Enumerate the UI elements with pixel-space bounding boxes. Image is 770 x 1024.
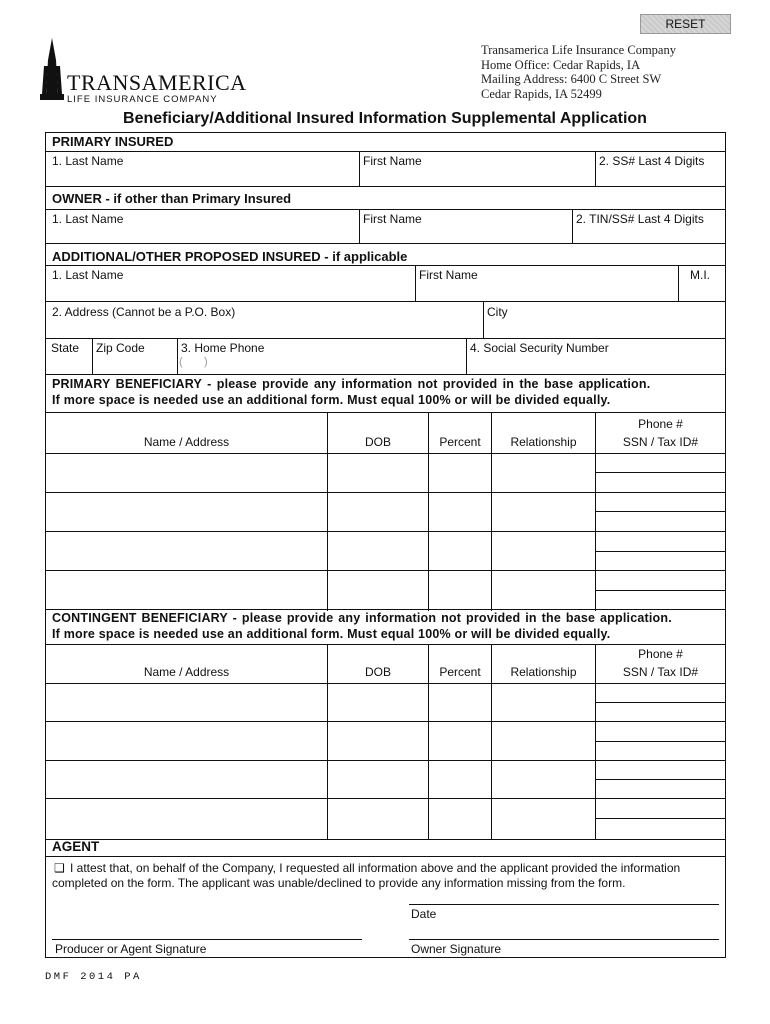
owner-heading: OWNER - if other than Primary Insured [52, 191, 292, 206]
primary-insured-heading: PRIMARY INSURED [52, 134, 174, 149]
company-line: Transamerica Life Insurance Company [481, 43, 676, 57]
additional-insured-heading: ADDITIONAL/OTHER PROPOSED INSURED - if applicable [52, 249, 408, 264]
producer-signature-label: Producer or Agent Signature [55, 942, 207, 956]
contingent-ssn-header: SSN / Tax ID# [622, 665, 699, 679]
attest-text-line2: completed on the form. The applicant was unable/declined to provide any information missing from the form. [52, 876, 626, 890]
primary-last-name-label: 1. Last Name [52, 154, 124, 168]
primary-relationship-header: Relationship [510, 435, 577, 449]
additional-mi-label: M.I. [690, 268, 710, 282]
primary-beneficiary-heading: PRIMARY BENEFICIARY - please provide any information not provided in the base application. [52, 377, 651, 391]
additional-address-label: 2. Address (Cannot be a P.O. Box) [52, 305, 236, 319]
logo-subtitle: LIFE INSURANCE COMPANY [67, 94, 218, 105]
application-form [45, 132, 726, 958]
additional-city-label: City [487, 305, 508, 319]
table-row[interactable] [46, 799, 327, 839]
table-row[interactable] [46, 761, 327, 798]
owner-tin-label: 2. TIN/SS# Last 4 Digits [576, 212, 704, 226]
additional-last-name-label: 1. Last Name [52, 268, 124, 282]
table-row[interactable] [46, 493, 327, 531]
contingent-dob-header: DOB [364, 665, 391, 679]
additional-first-name-label: First Name [419, 268, 478, 282]
owner-signature-field[interactable] [409, 913, 719, 939]
reset-button[interactable]: RESET [640, 14, 731, 34]
company-line: Cedar Rapids, IA 52499 [481, 86, 602, 101]
agent-heading: AGENT [52, 839, 100, 854]
table-row[interactable] [46, 454, 327, 492]
owner-first-name-label: First Name [363, 212, 422, 226]
primary-phone-header: Phone # [638, 417, 683, 431]
owner-signature-label: Owner Signature [411, 942, 502, 956]
primary-beneficiary-note: If more space is needed use an additional form. Must equal 100% or will be divided equally. [52, 393, 611, 407]
form-title: Beneficiary/Additional Insured Information Supplemental Application [123, 110, 647, 127]
primary-ssn-header: SSN / Tax ID# [622, 435, 699, 449]
additional-city-field[interactable] [484, 301, 725, 338]
primary-ss-label: 2. SS# Last 4 Digits [599, 154, 705, 168]
additional-home-phone-label: 3. Home Phone [181, 341, 265, 355]
additional-ssn-label: 4. Social Security Number [470, 341, 609, 355]
contingent-beneficiary-heading: CONTINGENT BENEFICIARY - please provide any information not provided in the base application. [52, 611, 672, 625]
primary-dob-header: DOB [364, 435, 391, 449]
table-row[interactable] [46, 722, 327, 760]
logo-wordmark: TRANSAMERICA [67, 70, 247, 95]
additional-zip-label: Zip Code [96, 341, 145, 355]
contingent-beneficiary-note: If more space is needed use an additional form. Must equal 100% or will be divided equally. [52, 627, 611, 641]
attest-text-line1: I attest that, on behalf of the Company, I requested all information above and the applicant provided the information [70, 861, 681, 875]
company-line: Home Office: Cedar Rapids, IA [481, 57, 641, 72]
contingent-phone-header: Phone # [638, 647, 683, 661]
table-row[interactable] [46, 684, 327, 721]
table-row[interactable] [46, 532, 327, 570]
primary-first-name-label: First Name [363, 154, 422, 168]
date-label: Date [411, 907, 437, 921]
attest-checkbox[interactable]: ❑ [54, 861, 65, 875]
date-field[interactable] [409, 879, 719, 904]
contingent-percent-header: Percent [439, 665, 481, 679]
contingent-relationship-header: Relationship [510, 665, 577, 679]
contingent-name-header: Name / Address [143, 665, 230, 679]
additional-state-label: State [51, 341, 80, 355]
company-address [481, 43, 676, 101]
primary-name-header: Name / Address [143, 435, 230, 449]
owner-last-name-label: 1. Last Name [52, 212, 124, 226]
form-code: DMF 2014 PA [45, 971, 142, 983]
primary-percent-header: Percent [439, 435, 481, 449]
area-code-parens: ( ) [179, 356, 208, 368]
company-line: Mailing Address: 6400 C Street SW [481, 72, 662, 86]
producer-signature-field[interactable] [52, 913, 362, 939]
table-row[interactable] [46, 571, 327, 609]
